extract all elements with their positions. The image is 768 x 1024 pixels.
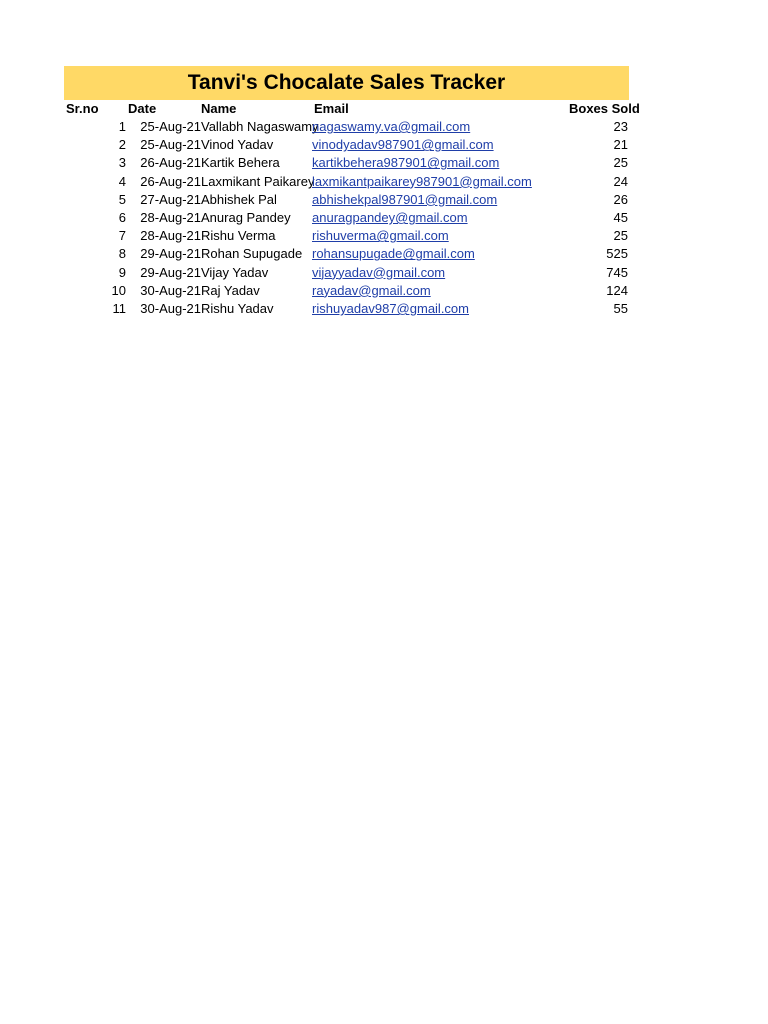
row-date: 28-Aug-21 [140,228,201,244]
row-email-link[interactable]: rohansupugade@gmail.com [312,246,475,262]
row-name: Vallabh Nagaswamy [201,119,319,134]
row-date: 28-Aug-21 [140,210,201,225]
row-srno: 10 [111,282,126,298]
row-date: 26-Aug-21 [140,155,201,171]
row-email-link[interactable]: vijayyadav@gmail.com [312,264,446,280]
row-date: 25-Aug-21 [140,119,201,134]
row-boxes-sold: 25 [613,155,628,171]
row-email-link[interactable]: anuragpandey@gmail.com [312,210,468,225]
table-row [60,173,629,191]
row-email-link[interactable]: rishuyadav987@gmail.com [312,301,469,316]
row-name: Abhishek Pal [201,191,277,207]
row-boxes-sold: 525 [606,246,628,262]
row-name: Vinod Yadav [201,137,274,153]
table-row [60,154,629,172]
table-header-row [60,100,640,118]
row-date: 29-Aug-21 [140,246,201,262]
row-email-link[interactable]: vinodyadav987901@gmail.com [312,137,494,153]
row-email-link[interactable]: abhishekpal987901@gmail.com [312,191,498,207]
row-email-link[interactable]: rayadav@gmail.com [312,282,431,298]
header-srno: Sr.no [66,101,99,116]
row-boxes-sold: 55 [613,301,628,316]
table-row [60,136,629,154]
table-row [60,209,629,227]
row-boxes-sold: 25 [613,228,628,244]
table-row [60,282,629,300]
table-row [60,191,629,209]
row-srno: 5 [118,191,126,207]
row-email-link[interactable]: nagaswamy.va@gmail.com [312,119,471,134]
table-row [60,264,629,282]
header-date: Date [128,101,157,116]
row-srno: 9 [118,264,126,280]
row-name: Rishu Yadav [201,301,274,316]
row-name: Laxmikant Paikarey [201,173,315,189]
sheet-title: Tanvi's Chocalate Sales Tracker [64,66,629,100]
row-srno: 11 [112,301,126,316]
header-boxes-sold: Boxes Sold [569,101,640,116]
row-boxes-sold: 21 [613,137,628,153]
row-boxes-sold: 745 [606,264,628,280]
sales-table [60,100,640,330]
row-srno: 7 [118,228,126,244]
row-date: 29-Aug-21 [140,264,201,280]
table-row [60,300,629,318]
table-row [60,118,629,136]
row-email-link[interactable]: rishuverma@gmail.com [312,228,449,244]
row-name: Rohan Supugade [201,246,303,262]
row-boxes-sold: 24 [613,173,628,189]
row-date: 25-Aug-21 [140,137,201,153]
row-boxes-sold: 26 [613,191,628,207]
row-boxes-sold: 124 [606,282,628,298]
header-email: Email [314,101,349,116]
row-date: 30-Aug-21 [140,282,201,298]
row-email-link[interactable]: kartikbehera987901@gmail.com [312,155,500,171]
row-boxes-sold: 23 [613,119,628,134]
row-name: Rishu Verma [201,228,276,244]
row-srno: 3 [118,155,126,171]
header-name: Name [201,101,237,116]
row-date: 27-Aug-21 [140,191,201,207]
table-row [60,245,629,263]
row-name: Raj Yadav [201,282,260,298]
row-name: Kartik Behera [201,155,280,171]
row-date: 30-Aug-21 [140,301,201,316]
row-srno: 8 [118,246,126,262]
row-srno: 2 [118,137,126,153]
table-row [60,227,629,245]
row-boxes-sold: 45 [613,210,628,225]
row-srno: 4 [118,173,126,189]
row-name: Anurag Pandey [201,210,291,225]
row-email-link[interactable]: laxmikantpaikarey987901@gmail.com [312,173,532,189]
row-srno: 1 [118,119,126,134]
row-date: 26-Aug-21 [140,173,201,189]
row-srno: 6 [118,210,126,225]
row-name: Vijay Yadav [201,264,269,280]
